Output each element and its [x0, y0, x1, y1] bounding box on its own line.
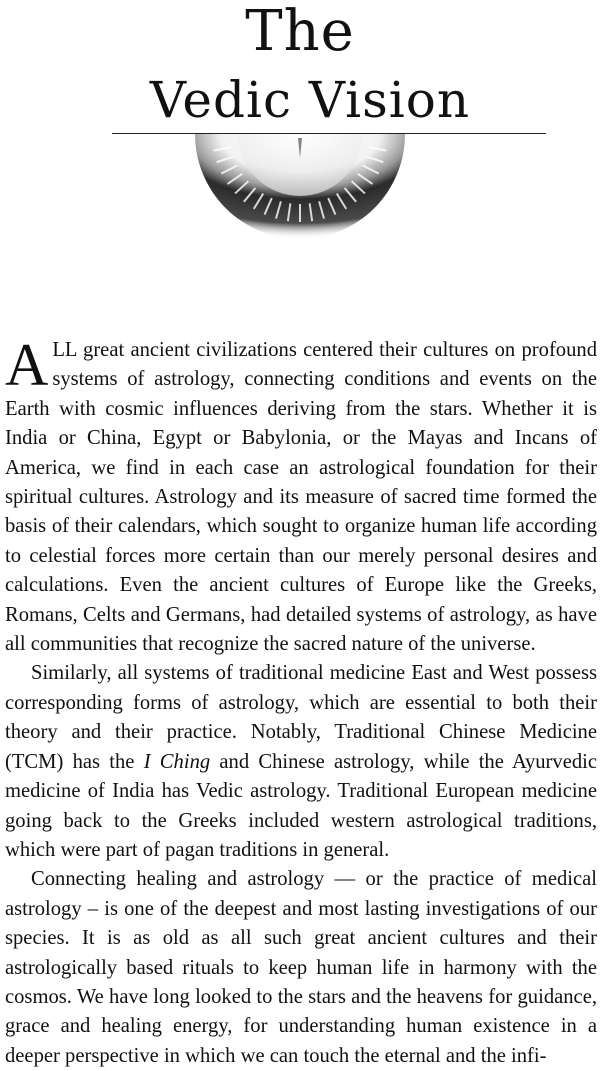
paragraph-3: Connecting healing and astrology — or the practice of medical astrology – is one of the deepest and most lasting investigations of our species. It is as old as all such great ancient cultures and their astrologically based rituals to keep human life in harmony with the cosmos. We have long looked to the stars and the heavens for guidance, grace and healing energy, for understanding human existence in a deeper perspective in which we can touch the eternal and the infi- [5, 868, 597, 1067]
paragraph-1 [5, 332, 597, 659]
i-ching-title: I Ching [143, 750, 211, 773]
sun-emblem-illustration [180, 134, 420, 246]
paragraph-2-text-b: and Chinese astrology, while the Ayurvedic medicine of India has Vedic astrology. Traditional European medicine going back to the Greeks included western astrological traditions, which were part of pagan traditions in general. [5, 750, 598, 861]
paragraph-2 [5, 659, 597, 865]
chapter-title-line-2: Vedic Vision [149, 71, 471, 129]
chapter-title-line-1: The [245, 0, 355, 64]
paragraph-2-text-a: Similarly, all systems of traditional medicine East and West possess corresponding forms of astrology, which are essential to both their theory and their practice. Notably, Traditional Chinese Medicine (TCM) has the [5, 662, 597, 773]
chapter-body-text [5, 332, 598, 1071]
paragraph-1-text: LL great ancient civilizations centered their cultures on profound systems of astrology, connecting conditions and events on the Earth with cosmic influences deriving from the stars. Whether it is India or China, Egypt or Babylonia, or the Mayas and Incans of America, we find in each case an astrological foundation for their spiritual cultures. Astrology and its measure of sacred time formed the basis of their calendars, which sought to organize human life according to celestial forces more certain than our merely personal desires and calculations. Even the ancient cultures of Europe like the Greeks, Romans, Celts and Germans, had detailed systems of astrology, as have all communities that recognize the sacred nature of the universe. [5, 339, 597, 656]
drop-cap: A [5, 332, 49, 398]
